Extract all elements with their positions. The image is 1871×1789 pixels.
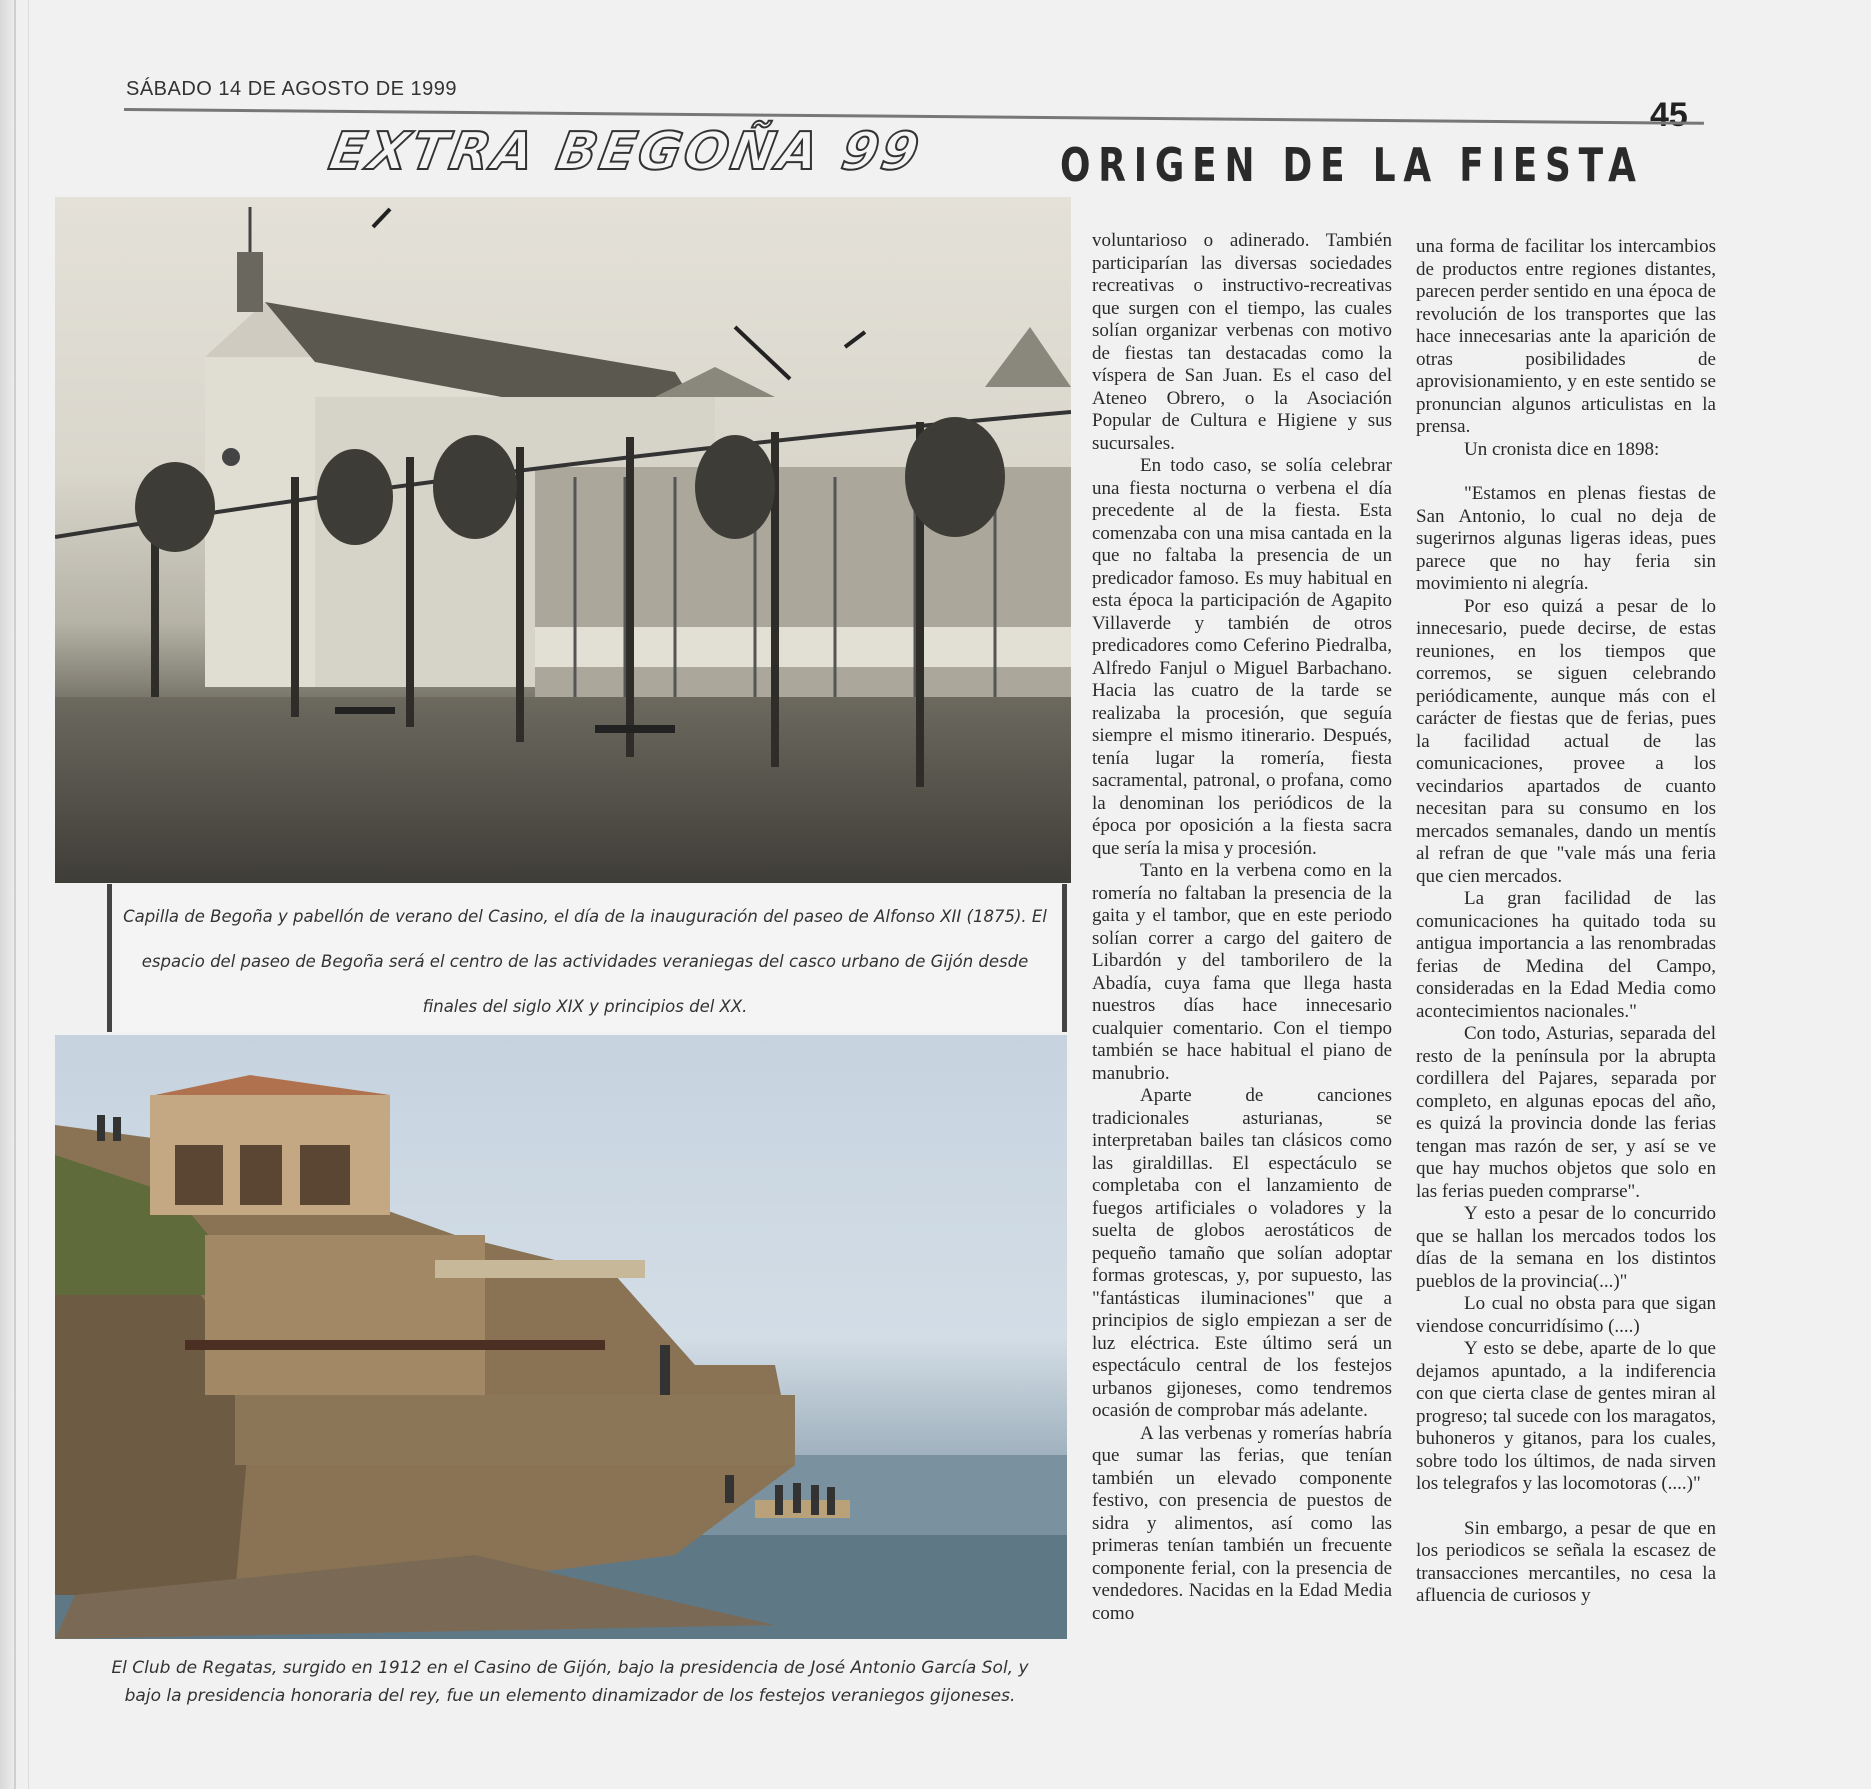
photo-chapel-illustration: [55, 197, 1071, 883]
article-column-2: [1416, 236, 1716, 1608]
quote-paragraph: "Estamos en plenas fiestas de San Antonio, lo cual no deja de sugerirnos algunas ligeras ideas, pues parece que no hay feria sin movimiento ni alegría.: [1416, 483, 1716, 594]
article-title: ORIGEN DE LA FIESTA: [1060, 138, 1644, 192]
page-binding-edge: [0, 0, 29, 1789]
photo-coast-illustration: [55, 1035, 1067, 1639]
header-date: SÁBADO 14 DE AGOSTO DE 1999: [126, 78, 458, 100]
quote-paragraph: La gran facilidad de las comunicaciones ha quitado toda su antigua importancia a las renombradas ferias de Medina del Campo, consideradas en la Edad Media como acontecimientos nacionales.": [1416, 888, 1716, 1022]
photo-regatas-club: [55, 1035, 1067, 1639]
paragraph: Tanto en la verbena como en la romería no faltaban la presencia de la gaita y el tambor, que en este periodo solían correr a cargo del gaitero de Libardón y del tamborilero de la Abadía, cuya fama que llega hasta nuestros días hace innecesario cualquier comentario. Con el tiempo también se hace habitual el piano de manubrio.: [1092, 860, 1392, 1084]
paragraph: Con todo, Asturias, separada del resto de la península por la abrupta cordillera del Pajares, separada por completo, en algunas epocas del año, es quizá la provincia donde las ferias tengan mas razón de ser, y así se ve que hay muchos objetos que solo en las ferias pueden comprarse".: [1416, 1023, 1716, 1202]
paragraph: Y esto se debe, aparte de lo que dejamos apuntado, a la indiferencia con que cierta clase de gentes miran al progreso; tal sucede con los maragatos, buhoneros y gitanos, para los cuales, sobre todo los últimos, de nada sirven los telegrafos y las locomotoras (....)": [1416, 1338, 1716, 1494]
paragraph: Y esto a pesar de lo concurrido que se hallan los mercados todos los días de la semana en los distintos pueblos de la provincia(...)": [1416, 1203, 1716, 1292]
photo-caption-1: Capilla de Begoña y pabellón de verano del Casino, el día de la inauguración del paseo de Alfonso XII (1875). El espacio del paseo de Begoña será el centro de las actividades veraniegas del casco urbano de Gijón desde finales del siglo XIX y principios del XX.: [123, 907, 1047, 1016]
section-title: EXTRA BEGOÑA 99: [324, 122, 927, 182]
paragraph: una forma de facilitar los intercambios de productos entre regiones distantes, parecen perder sentido en una época de revolución de los transportes que las hace innecesarias ante la aparición de otras posibilidades de aprovisionamiento, y en este sentido se pronuncian algunos articulistas en la prensa.: [1416, 236, 1716, 437]
paragraph: Aparte de canciones tradicionales asturianas, se interpretaban bailes tan clásicos como las giraldillas. El espectáculo se completaba con el lanzamiento de fuegos artificiales o voladores y la suelta de globos aerostáticos de pequeño tamaño que solían adoptar formas grotescas, y, por supuesto, las "fantásticas iluminaciones" que a principios de siglo empiezan a ser de luz eléctrica. Este último será un espectáculo central de los festejos urbanos gijoneses, como tendremos ocasión de comprobar más adelante.: [1092, 1085, 1392, 1421]
photo-caption-2: El Club de Regatas, surgido en 1912 en el Casino de Gijón, bajo la presidencia de José Antonio García Sol, y bajo la presidencia honoraria del rey, fue un elemento dinamizador de los festejos veraniegos gijoneses.: [111, 1658, 1029, 1706]
paragraph: A las verbenas y romerías habría que sumar las ferias, que tenían también un elevado componente festivo, con presencia de puestos de sidra y alimentos, así como las primeras tenían también un frecuente componente ferial, con la presencia de vendedores. Nacidas en la Edad Media como: [1092, 1422, 1392, 1624]
photo-chapel-casino: [55, 197, 1071, 883]
paragraph: Un cronista dice en 1898:: [1464, 438, 1660, 460]
paragraph: En todo caso, se solía celebrar una fiesta nocturna o verbena el día precedente al de la fiesta. Esta comenzaba con una misa cantada en la que no faltaba la presencia de un predicador famoso. Es muy habitual en esta época la participación de Agapito Villaverde y también de otros predicadores como Ceferino Piedralba, Alfredo Fanjul o Miguel Barbachano. Hacia las cuatro de la tarde se realizaba la procesión, que seguía siempre el mismo itinerario. Después, tenía lugar la romería, fiesta sacramental, patronal, o profana, como la denominan los periódicos de la época por oposición a la fiesta sacra que sería la misa y procesión.: [1092, 455, 1392, 859]
quote-paragraph: Por eso quizá a pesar de lo innecesario, puede decirse, de estas reuniones, en los tiempos que corremos, se siguen celebrando periódicamente, aunque más con el carácter de fiestas que de ferias, pues la facilidad actual de las comunicaciones, provee a los vecindarios apartados de cuanto necesitan para su consumo en los mercados semanales, dando un mentís al refran de que "vale más una feria que cien mercados.: [1416, 595, 1716, 887]
paragraph: Lo cual no obsta para que sigan viendose concurridísimo (....): [1416, 1293, 1716, 1337]
article-column-1: [1092, 230, 1392, 1625]
paragraph: Sin embargo, a pesar de que en los periodicos se señala la escasez de transacciones mercantiles, no cesa la afluencia de curiosos y: [1416, 1517, 1716, 1606]
page-number: 45: [1650, 96, 1688, 134]
paragraph: voluntarioso o adinerado. También participarían las diversas sociedades recreativas o instructivo-recreativas que surgen con el tiempo, las cuales solían organizar verbenas con motivo de fiestas tan destacadas como la víspera de San Juan. Es el caso del Ateneo Obrero, o la Asociación Popular de Cultura e Higiene y sus sucursales.: [1092, 230, 1392, 454]
